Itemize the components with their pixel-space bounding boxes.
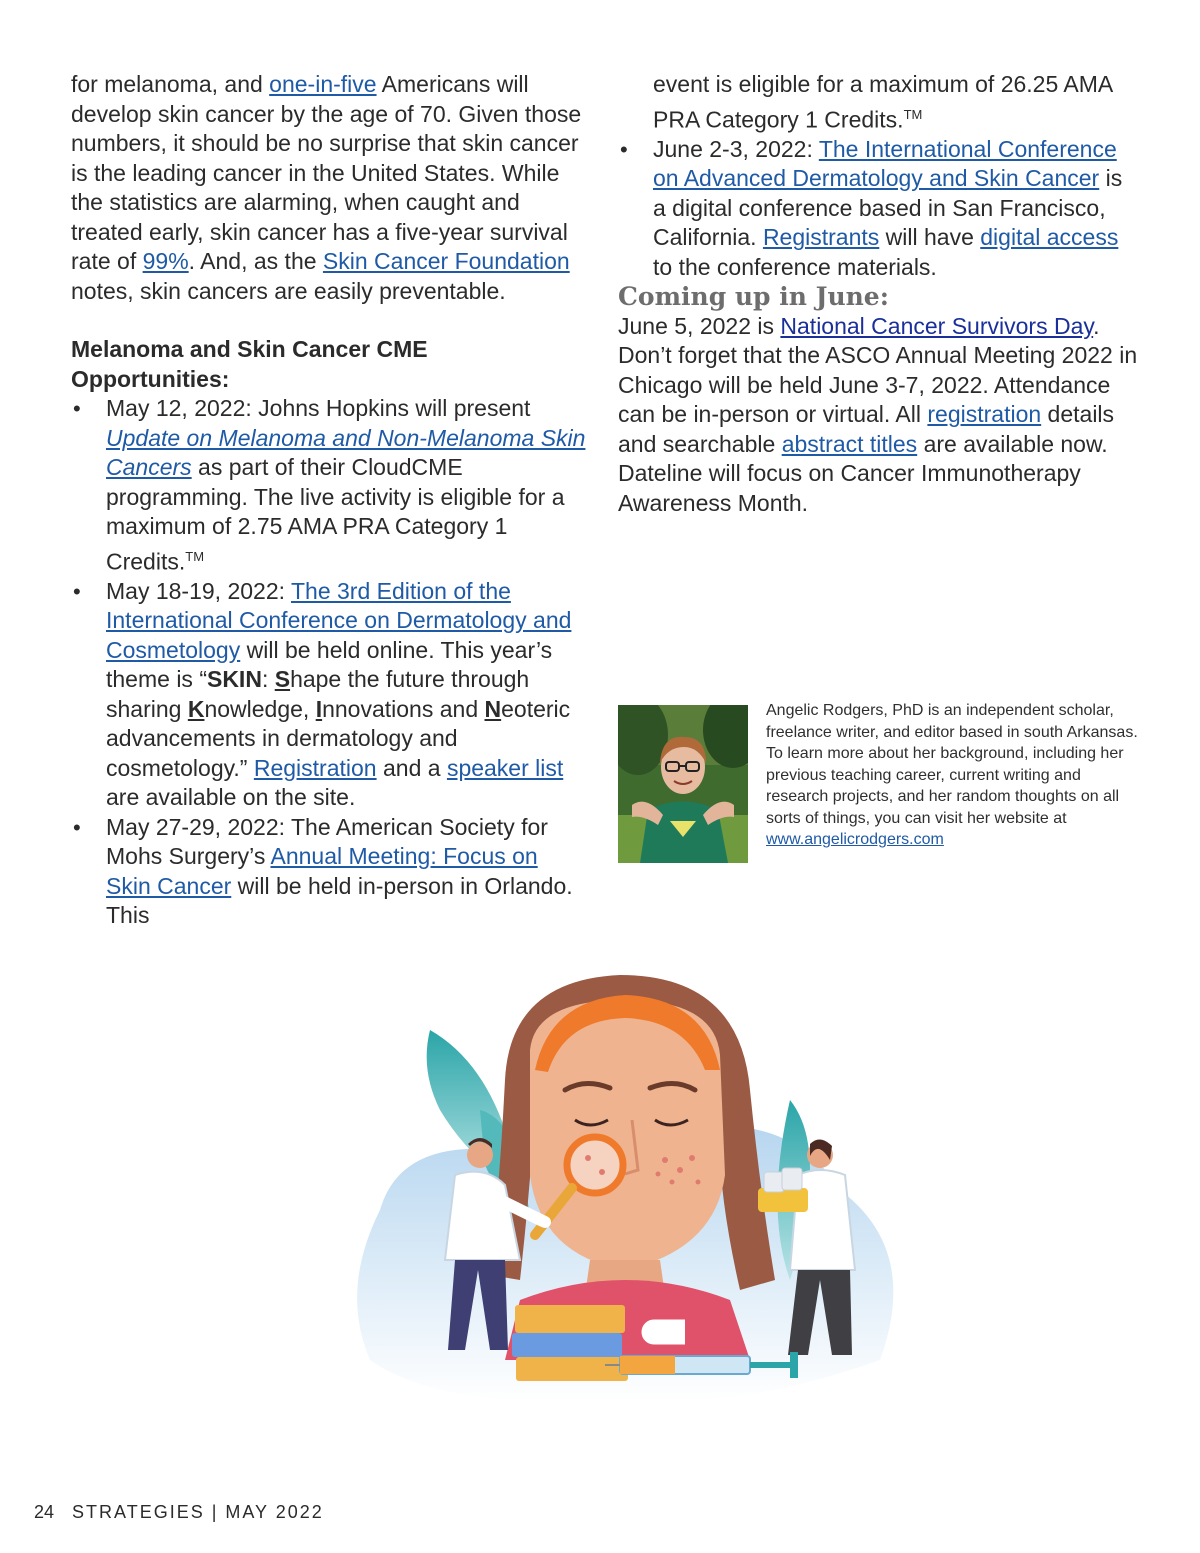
skin-cancer-foundation-link[interactable]: Skin Cancer Foundation — [322, 248, 570, 274]
june-paragraph: June 5, 2022 is National Cancer Survivors Day. Don’t forget that the ASCO Annual Meeting 2022 in Chicago will be held June 3-7, 2022. Attendance can be in-person or virtual. All registration details and searchable abstract titles are available now. Dateline will focus on Cancer Immunotherapy Awareness Month. — [618, 312, 1138, 516]
update-on-melanoma-link[interactable]: Update on Melanoma and Non-Melanoma Skin Cancers — [106, 424, 586, 480]
acronym-letter: S — [274, 666, 291, 693]
trademark-mark: TM — [903, 106, 923, 122]
asco-registration-link[interactable]: registration — [927, 401, 1042, 428]
intro-paragraph: for melanoma, and one-in-five Americans will develop skin cancer by the age of 70. Given those numbers, it should be no surprise that skin cancer is the leading cancer in the United States. While the statistics are alarming, when caught and treated early, skin cancer has a five-year survival rate of 99%. And, as the Skin Cancer Foundation notes, skin cancers are easily preventable. — [71, 71, 582, 304]
registrants-link[interactable]: Registrants — [762, 224, 880, 251]
acronym-letter: I — [315, 695, 323, 722]
acronym-letter: N — [484, 695, 502, 722]
speaker-list-link[interactable]: speaker list — [446, 754, 564, 781]
left-column — [71, 70, 586, 931]
abstract-titles-link[interactable]: abstract titles — [781, 430, 918, 457]
author-website-link[interactable]: www.angelicrodgers.com — [766, 831, 944, 848]
dermatology-illustration — [320, 960, 940, 1420]
digital-access-link[interactable]: digital access — [980, 224, 1119, 251]
one-in-five-link[interactable]: one-in-five — [269, 71, 377, 97]
acronym-letter: K — [187, 695, 205, 722]
advanced-dermatology-conference-link[interactable]: The International Conference on Advanced Dermatology and Skin Cancer — [653, 135, 1117, 192]
coming-up-heading: Coming up in June: — [618, 282, 889, 312]
list-item: • May 18-19, 2022: The 3rd Edition of the International Conference on Dermatology and Cosmetology will be held online. This year’s theme is “SKIN: Shape the future through sharing Knowledge, Innovations and Neoteric advancements in dermatology and cosmetology.” Registration and a speaker list are available on the site. — [71, 577, 586, 813]
page-footer — [34, 1502, 324, 1523]
list-item: • May 27-29, 2022: The American Society for Mohs Surgery’s Annual Meeting: Focus on Skin Cancer will be held in-person in Orlando. This — [71, 813, 586, 931]
skin-acronym: SKIN — [206, 666, 262, 693]
survival-rate-link[interactable]: 99% — [142, 248, 189, 274]
mohs-annual-meeting-link[interactable]: Annual Meeting: Focus on Skin Cancer — [106, 843, 538, 899]
trademark-mark: TM — [185, 548, 205, 564]
list-item: • June 2-3, 2022: The International Conference on Advanced Dermatology and Skin Cancer is a digital conference based in San Francisco, California. Registrants will have digital access to the conference materials. — [618, 135, 1138, 283]
page-number: 24 — [34, 1502, 55, 1522]
author-photo — [618, 705, 748, 863]
continued-item-text: event is eligible for a maximum of 26.25 AMA PRA Category 1 Credits.™ — [653, 71, 1112, 133]
cme-list — [71, 394, 586, 931]
right-column — [618, 70, 1138, 518]
author-bio: Angelic Rodgers, PhD is an independent scholar, freelance writer, and editor based in south Arkansas. To learn more about her background, including her previous teaching career, current writing and research projects, and her random thoughts on all sorts of things, you can visit her website at www.angelicrodgers.com — [766, 702, 1138, 848]
registration-link[interactable]: Registration — [253, 754, 377, 781]
dermatology-cosmetology-conference-link[interactable]: The 3rd Edition of the International Conference on Dermatology and Cosmetology — [106, 577, 572, 663]
cme-list-continued — [618, 135, 1138, 283]
list-item: • May 12, 2022: Johns Hopkins will present Update on Melanoma and Non-Melanoma Skin Cancers as part of their CloudCME programming. The live activity is eligible for a maximum of 2.75 AMA PRA Category 1 Credits.™ — [71, 394, 586, 577]
cme-section-title: Melanoma and Skin Cancer CME Opportunities: — [71, 336, 428, 392]
publication-name: STRATEGIES | MAY 2022 — [72, 1502, 324, 1522]
cancer-survivors-day-link[interactable]: National Cancer Survivors Day — [780, 312, 1094, 339]
